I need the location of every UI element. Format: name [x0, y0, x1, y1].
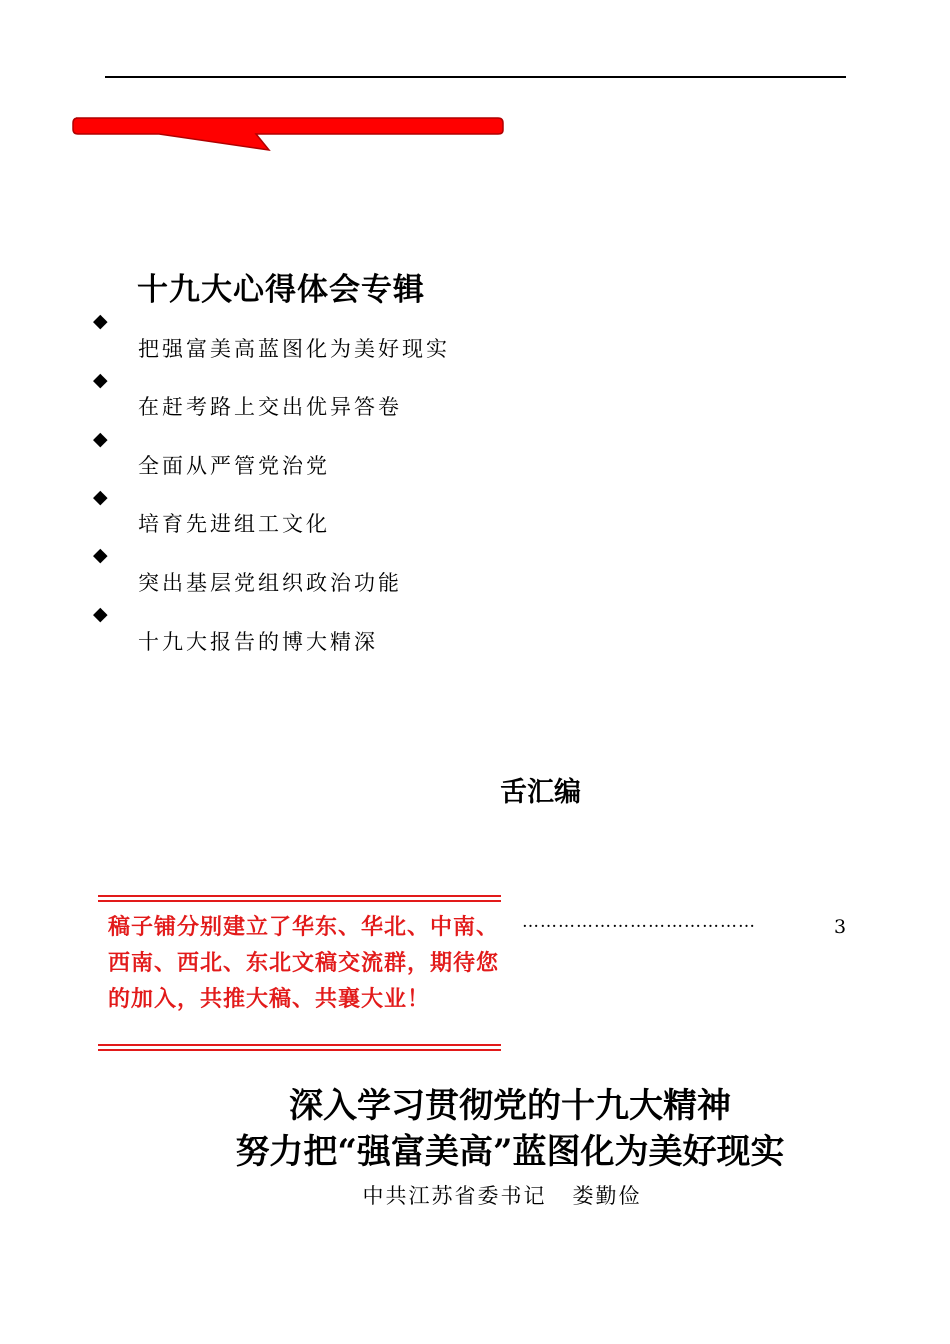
article-title-line2: 努力把“强富美高”蓝图化为美好现实 — [235, 1132, 785, 1172]
bullet-diamond-icon: ◆ — [93, 428, 108, 450]
bullet-diamond-icon: ◆ — [93, 310, 108, 332]
red-banner-decoration — [71, 116, 504, 152]
promo-rule-bottom — [98, 1049, 501, 1051]
toc-item[interactable]: 培育先进组工文化 — [138, 512, 330, 536]
promo-rule-top — [98, 900, 501, 902]
promo-rule-top — [98, 895, 501, 897]
promo-rule-bottom — [98, 1044, 501, 1046]
toc-page-number: 3 — [834, 916, 847, 938]
header-rule — [105, 76, 846, 78]
toc-item[interactable]: 突出基层党组织政治功能 — [138, 571, 402, 595]
promo-box — [98, 895, 501, 1055]
article-title-line1: 深入学习贯彻党的十九大精神 — [289, 1086, 731, 1126]
bullet-diamond-icon: ◆ — [93, 486, 108, 508]
bullet-diamond-icon: ◆ — [93, 369, 108, 391]
bullet-diamond-icon: ◆ — [93, 544, 108, 566]
article-author: 中共江苏省委书记 娄勤俭 — [362, 1184, 642, 1208]
toc-item[interactable]: 十九大报告的博大精深 — [138, 630, 378, 654]
collection-heading: 十九大心得体会专辑 — [137, 272, 425, 308]
promo-text: 稿子铺分别建立了华东、华北、中南、西南、西北、东北文稿交流群，期待您的加入，共推大稿、共襄大业！ — [108, 915, 500, 1012]
toc-item[interactable]: 把强富美高蓝图化为美好现实 — [138, 337, 450, 361]
compiled-label: 舌汇编 — [500, 777, 581, 808]
toc-leader-dots: ………………………………… — [522, 912, 756, 932]
bullet-diamond-icon: ◆ — [93, 603, 108, 625]
toc-item[interactable]: 在赶考路上交出优异答卷 — [138, 395, 402, 419]
toc-item[interactable]: 全面从严管党治党 — [138, 454, 330, 478]
